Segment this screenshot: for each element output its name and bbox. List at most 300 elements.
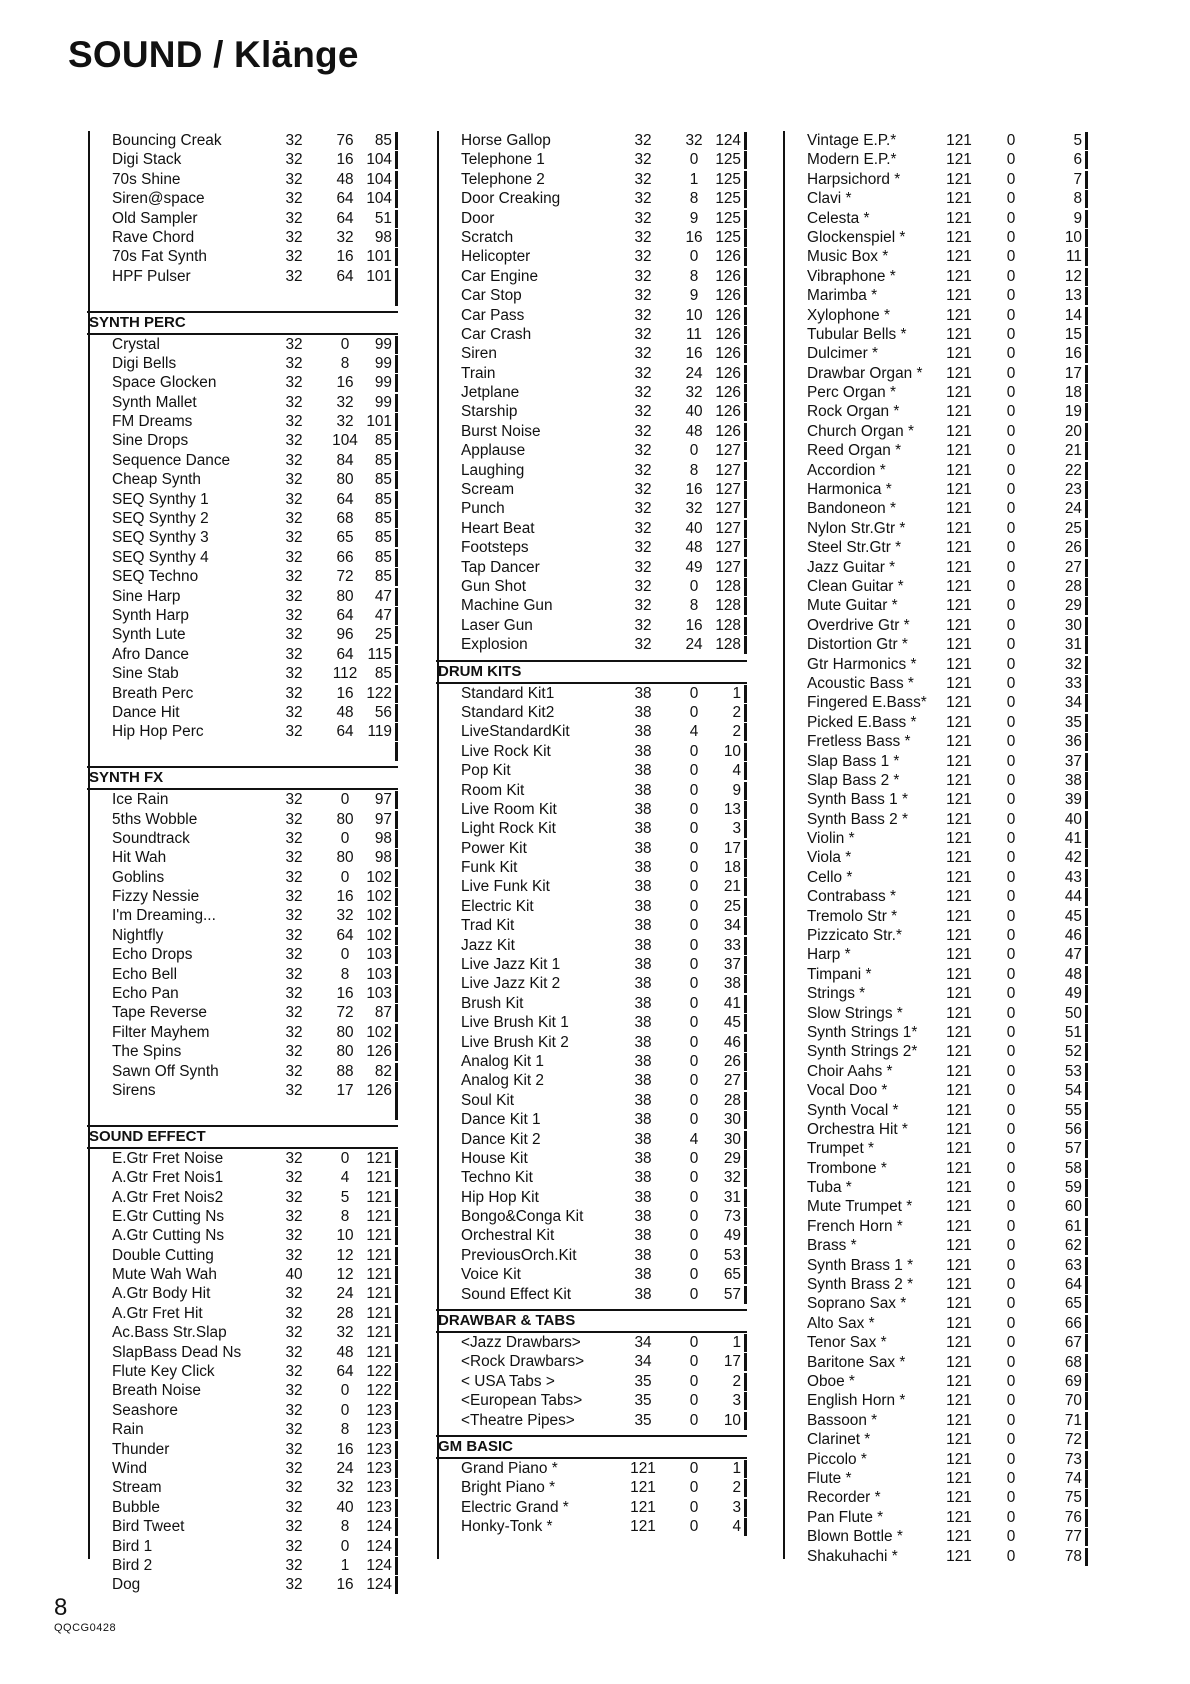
msb-value: 121 <box>946 771 972 789</box>
sound-row <box>88 625 398 644</box>
lsb-value: 8 <box>689 190 699 208</box>
program-number: 1 <box>732 1460 741 1477</box>
program-number: 20 <box>1064 422 1082 440</box>
sound-name: Double Cutting <box>112 1246 214 1264</box>
program-number: 71 <box>1064 1411 1082 1429</box>
sound-name: Synth Brass 1 * <box>807 1256 914 1274</box>
msb-value: 38 <box>634 859 652 877</box>
sound-name: Bird 2 <box>112 1556 153 1574</box>
lsb-value: 32 <box>685 384 703 402</box>
row-right-rule <box>1085 966 1088 984</box>
msb-value: 32 <box>634 577 652 595</box>
program-number: 16 <box>1064 345 1082 363</box>
sound-name: Echo Drops <box>112 946 193 964</box>
sound-row <box>783 402 1088 421</box>
row-right-rule <box>1085 268 1088 286</box>
row-right-rule <box>1085 1198 1088 1216</box>
msb-value: 121 <box>946 287 972 305</box>
lsb-value: 0 <box>1006 1217 1016 1235</box>
sound-row <box>437 1033 747 1052</box>
msb-value: 121 <box>946 558 972 576</box>
lsb-value: 0 <box>1006 946 1016 964</box>
lsb-value: 0 <box>689 1072 699 1090</box>
sound-name: Helicopter <box>461 248 531 266</box>
lsb-value: 11 <box>686 325 702 343</box>
sound-name: Bouncing Creak <box>112 132 222 149</box>
section-heading-label: DRAWBAR & TABS <box>438 1312 576 1330</box>
lsb-value: 0 <box>689 1518 699 1536</box>
sound-name: Harpsichord * <box>807 170 901 188</box>
program-number: 87 <box>374 1004 392 1022</box>
program-number: 2 <box>732 1372 741 1390</box>
msb-value: 32 <box>285 1169 303 1187</box>
sound-row <box>783 945 1088 964</box>
sound-name: 70s Shine <box>112 170 181 188</box>
row-right-rule <box>395 1441 398 1459</box>
sound-name: SEQ Synthy 3 <box>112 529 209 547</box>
msb-value: 121 <box>946 674 972 692</box>
msb-value: 32 <box>285 1246 303 1264</box>
program-number: 30 <box>723 1130 741 1148</box>
lsb-value: 49 <box>685 558 703 576</box>
sound-row <box>783 1314 1088 1333</box>
msb-value: 121 <box>946 519 972 537</box>
row-right-rule <box>395 1421 398 1439</box>
lsb-value: 0 <box>1006 771 1016 789</box>
lsb-value: 17 <box>336 1081 354 1099</box>
row-right-rule <box>1085 384 1088 402</box>
row-right-rule <box>395 830 398 848</box>
row-right-rule <box>1085 1102 1088 1120</box>
row-right-rule <box>744 1392 747 1410</box>
sound-row <box>437 461 747 480</box>
msb-value: 121 <box>946 1469 972 1487</box>
msb-value: 32 <box>285 1043 303 1061</box>
sound-row <box>88 926 398 945</box>
program-number: 33 <box>723 936 741 954</box>
row-right-rule <box>395 171 398 189</box>
row-right-rule <box>744 1373 747 1391</box>
lsb-value: 68 <box>336 510 354 528</box>
lsb-value: 0 <box>1006 1431 1016 1449</box>
program-number: 121 <box>366 1246 392 1264</box>
program-number: 128 <box>715 597 741 615</box>
program-number: 127 <box>715 519 741 537</box>
msb-value: 121 <box>946 1528 972 1546</box>
sound-row <box>783 1469 1088 1488</box>
sound-row <box>783 752 1088 771</box>
msb-value: 32 <box>285 413 303 431</box>
msb-value: 121 <box>946 345 972 363</box>
row-right-rule <box>395 1227 398 1245</box>
sound-row <box>437 1411 747 1430</box>
lsb-value: 0 <box>1006 519 1016 537</box>
program-number: 11 <box>1066 248 1082 266</box>
program-number: 25 <box>723 897 741 915</box>
sound-name: Violin * <box>807 830 855 848</box>
program-number: 102 <box>366 926 392 944</box>
lsb-value: 1 <box>689 170 699 188</box>
sound-name: Live Funk Kit <box>461 878 550 896</box>
lsb-value: 0 <box>1006 403 1016 421</box>
sound-row <box>437 1246 747 1265</box>
sound-row <box>783 344 1088 363</box>
row-right-rule <box>744 1460 747 1478</box>
lsb-value: 0 <box>689 1372 699 1390</box>
sound-row <box>437 974 747 993</box>
program-number: 58 <box>1064 1159 1082 1177</box>
lsb-value: 0 <box>1006 927 1016 945</box>
msb-value: 121 <box>946 791 972 809</box>
msb-value: 32 <box>285 132 303 149</box>
row-right-rule <box>744 442 747 460</box>
sound-name: Car Engine <box>461 267 538 285</box>
program-number: 128 <box>715 616 741 634</box>
program-number: 72 <box>1064 1431 1082 1449</box>
program-number: 65 <box>1064 1295 1082 1313</box>
msb-value: 32 <box>285 926 303 944</box>
msb-value: 121 <box>946 1431 972 1449</box>
row-right-rule <box>744 423 747 441</box>
program-number: 126 <box>715 267 741 285</box>
row-right-rule <box>1085 1451 1088 1469</box>
row-right-rule <box>744 1169 747 1187</box>
program-number: 67 <box>1064 1334 1082 1352</box>
program-number: 42 <box>1064 849 1082 867</box>
sound-row <box>783 1488 1088 1507</box>
row-right-rule <box>1085 849 1088 867</box>
program-number: 102 <box>366 888 392 906</box>
msb-value: 121 <box>946 577 972 595</box>
sound-row <box>437 577 747 596</box>
lsb-value: 0 <box>689 1111 699 1129</box>
program-number: 57 <box>1064 1140 1082 1158</box>
lsb-value: 0 <box>1006 1528 1016 1546</box>
sound-name: A.Gtr Cutting Ns <box>112 1227 225 1245</box>
program-number: 45 <box>723 1014 741 1032</box>
sound-name: Distortion Gtr * <box>807 636 908 654</box>
row-right-rule <box>744 840 747 858</box>
lsb-value: 0 <box>340 791 350 809</box>
row-right-rule <box>395 907 398 925</box>
row-right-rule <box>744 190 747 208</box>
program-number: 66 <box>1064 1314 1082 1332</box>
msb-value: 38 <box>634 684 652 702</box>
sound-name: Clean Guitar * <box>807 577 904 595</box>
sound-name: Synth Brass 2 * <box>807 1276 914 1294</box>
sound-row <box>783 325 1088 344</box>
program-number: 98 <box>374 849 392 867</box>
sound-row <box>88 1478 398 1497</box>
row-right-rule <box>1085 1548 1088 1566</box>
row-right-rule <box>744 1208 747 1226</box>
row-right-rule <box>1085 1528 1088 1546</box>
row-right-rule <box>744 1227 747 1245</box>
msb-value: 121 <box>946 1101 972 1119</box>
row-right-rule <box>744 995 747 1013</box>
msb-value: 121 <box>946 132 972 149</box>
row-right-rule <box>395 491 398 509</box>
sound-name: Picked E.Bass * <box>807 713 917 731</box>
row-right-rule <box>1085 714 1088 732</box>
section-heading-label: SYNTH FX <box>89 769 164 787</box>
lsb-value: 0 <box>689 897 699 915</box>
lsb-value: 0 <box>1006 267 1016 285</box>
msb-value: 32 <box>634 228 652 246</box>
sound-row <box>437 441 747 460</box>
program-number: 104 <box>366 170 392 188</box>
program-number: 17 <box>1064 364 1082 382</box>
msb-value: 32 <box>285 451 303 469</box>
lsb-value: 24 <box>336 1460 354 1477</box>
sound-name: A.Gtr Body Hit <box>112 1285 211 1303</box>
row-right-rule <box>744 1353 747 1371</box>
row-right-rule <box>395 1266 398 1284</box>
sound-name: Tubular Bells * <box>807 325 907 343</box>
program-number: 126 <box>366 1043 392 1061</box>
row-right-rule <box>395 1169 398 1187</box>
lsb-value: 0 <box>689 800 699 818</box>
row-right-rule <box>744 898 747 916</box>
program-number: 29 <box>1064 597 1082 615</box>
sound-row <box>437 858 747 877</box>
msb-value: 32 <box>285 1343 303 1361</box>
sound-row <box>783 1081 1088 1100</box>
program-number: 64 <box>1064 1276 1082 1294</box>
row-right-rule <box>1085 326 1088 344</box>
msb-value: 121 <box>946 655 972 673</box>
sound-column-1 <box>88 131 398 1595</box>
lsb-value: 0 <box>1006 481 1016 499</box>
msb-value: 121 <box>630 1518 656 1536</box>
row-right-rule <box>744 287 747 305</box>
lsb-value: 40 <box>685 519 703 537</box>
lsb-value: 0 <box>1006 1062 1016 1080</box>
sound-name: Glockenspiel * <box>807 228 906 246</box>
sound-name: Blown Bottle * <box>807 1528 903 1546</box>
sound-row <box>783 1042 1088 1061</box>
sound-name: Bassoon * <box>807 1411 878 1429</box>
program-number: 85 <box>374 529 392 547</box>
sound-row <box>783 790 1088 809</box>
msb-value: 32 <box>285 209 303 227</box>
lsb-value: 28 <box>336 1304 354 1322</box>
sound-name: Footsteps <box>461 539 529 557</box>
program-number: 119 <box>367 723 392 741</box>
sound-row <box>783 1508 1088 1527</box>
row-right-rule <box>1085 1276 1088 1294</box>
row-right-rule <box>1085 132 1088 150</box>
sound-name: Synth Lute <box>112 626 186 644</box>
lsb-value: 64 <box>336 606 354 624</box>
msb-value: 32 <box>285 1363 303 1381</box>
row-right-rule <box>744 704 747 722</box>
sound-name: Space Glocken <box>112 374 217 392</box>
lsb-value: 9 <box>689 209 699 227</box>
sound-row <box>783 810 1088 829</box>
sound-row <box>437 819 747 838</box>
sound-row <box>437 364 747 383</box>
row-right-rule <box>1085 1063 1088 1081</box>
program-number: 32 <box>723 1169 741 1187</box>
program-number: 37 <box>1064 752 1082 770</box>
row-right-rule <box>395 1150 398 1168</box>
row-right-rule <box>744 723 747 741</box>
msb-value: 32 <box>285 374 303 392</box>
row-right-rule <box>1085 481 1088 499</box>
sound-row <box>783 1411 1088 1430</box>
program-number: 126 <box>715 345 741 363</box>
program-number: 26 <box>723 1052 741 1070</box>
sound-row <box>783 1197 1088 1216</box>
msb-value: 32 <box>285 810 303 828</box>
sound-name: English Horn * <box>807 1392 906 1410</box>
sound-row <box>437 800 747 819</box>
msb-value: 121 <box>946 733 972 751</box>
sound-name: Choir Aahs * <box>807 1062 893 1080</box>
row-right-rule <box>395 1479 398 1497</box>
sound-name: Tap Dancer <box>461 558 540 576</box>
sound-name: Stream <box>112 1479 162 1497</box>
msb-value: 121 <box>946 1314 972 1332</box>
lsb-value: 0 <box>689 1246 699 1264</box>
sound-row <box>88 1081 398 1100</box>
lsb-value: 0 <box>1006 151 1016 169</box>
lsb-value: 0 <box>689 248 699 266</box>
row-right-rule <box>395 529 398 547</box>
sound-name: Thunder <box>112 1440 170 1458</box>
program-number: 19 <box>1064 403 1082 421</box>
sound-row <box>437 499 747 518</box>
program-number: 99 <box>374 335 392 353</box>
lsb-value: 0 <box>1006 1276 1016 1294</box>
sound-row <box>783 577 1088 596</box>
sound-row <box>437 131 747 150</box>
lsb-value: 10 <box>685 306 703 324</box>
program-number: 8 <box>1073 190 1082 208</box>
program-number: 125 <box>715 170 741 188</box>
program-number: 51 <box>374 209 392 227</box>
row-right-rule <box>744 307 747 325</box>
program-number: 22 <box>1064 461 1082 479</box>
sound-row <box>88 393 398 412</box>
program-number: 126 <box>715 422 741 440</box>
program-number: 124 <box>366 1537 392 1555</box>
lsb-value: 0 <box>1006 985 1016 1003</box>
lsb-value: 4 <box>689 1130 699 1148</box>
msb-value: 32 <box>285 548 303 566</box>
msb-value: 32 <box>634 539 652 557</box>
sound-name: Mute Trumpet * <box>807 1198 913 1216</box>
program-number: 13 <box>723 800 741 818</box>
sound-row <box>88 587 398 606</box>
sound-name: Tremolo Str * <box>807 907 898 925</box>
lsb-value: 0 <box>1006 888 1016 906</box>
row-right-rule <box>1085 539 1088 557</box>
sound-name: Celesta * <box>807 209 870 227</box>
row-right-rule <box>1085 1373 1088 1391</box>
row-right-rule <box>395 1402 398 1420</box>
sound-row <box>783 887 1088 906</box>
sound-name: Rock Organ * <box>807 403 900 421</box>
program-number: 26 <box>1064 539 1082 557</box>
msb-value: 32 <box>634 151 652 169</box>
msb-value: 32 <box>285 1421 303 1439</box>
lsb-value: 64 <box>336 645 354 663</box>
msb-value: 32 <box>634 267 652 285</box>
lsb-value: 0 <box>1006 1392 1016 1410</box>
sound-row <box>437 267 747 286</box>
sound-row <box>783 984 1088 1003</box>
msb-value: 32 <box>285 267 303 285</box>
msb-value: 121 <box>946 1082 972 1100</box>
msb-value: 32 <box>634 422 652 440</box>
row-right-rule <box>395 665 398 683</box>
row-right-rule <box>1085 1470 1088 1488</box>
sound-row <box>88 354 398 373</box>
sound-row <box>88 984 398 1003</box>
sound-name: Train <box>461 364 496 382</box>
program-number: 27 <box>723 1072 741 1090</box>
sound-row <box>783 1294 1088 1313</box>
sound-row <box>88 1265 398 1284</box>
lsb-value: 8 <box>689 597 699 615</box>
program-number: 97 <box>374 810 392 828</box>
sound-name: Tape Reverse <box>112 1004 207 1022</box>
msb-value: 32 <box>634 209 652 227</box>
program-number: 99 <box>374 354 392 372</box>
sound-row <box>437 1130 747 1149</box>
sound-row <box>437 344 747 363</box>
program-number: 59 <box>1064 1179 1082 1197</box>
msb-value: 32 <box>634 170 652 188</box>
sound-row <box>88 1284 398 1303</box>
program-number: 2 <box>732 703 741 721</box>
sound-name: 5ths Wobble <box>112 810 198 828</box>
lsb-value: 0 <box>1006 713 1016 731</box>
program-number: 103 <box>366 985 392 1003</box>
lsb-value: 64 <box>336 1363 354 1381</box>
msb-value: 32 <box>285 868 303 886</box>
row-right-rule <box>1085 1160 1088 1178</box>
sound-row <box>783 267 1088 286</box>
program-number: 47 <box>374 587 392 605</box>
msb-value: 32 <box>285 946 303 964</box>
msb-value: 38 <box>634 1169 652 1187</box>
sound-row <box>783 693 1088 712</box>
program-number: 3 <box>732 820 741 838</box>
msb-value: 121 <box>946 927 972 945</box>
sound-row <box>88 1003 398 1022</box>
section-heading <box>87 766 398 790</box>
sound-row <box>88 1062 398 1081</box>
sound-name: Crystal <box>112 335 160 353</box>
msb-value: 121 <box>946 1159 972 1177</box>
program-number: 125 <box>715 228 741 246</box>
sound-row <box>437 1091 747 1110</box>
row-right-rule <box>744 1266 747 1284</box>
sound-name: Viola * <box>807 849 852 867</box>
lsb-value: 0 <box>689 956 699 974</box>
program-number: 127 <box>715 539 741 557</box>
sound-row <box>88 945 398 964</box>
program-number: 28 <box>1064 577 1082 595</box>
program-number: 10 <box>1064 228 1082 246</box>
row-right-rule <box>1085 869 1088 887</box>
row-right-rule <box>1085 1218 1088 1236</box>
msb-value: 38 <box>634 742 652 760</box>
sound-name: Starship <box>461 403 518 421</box>
